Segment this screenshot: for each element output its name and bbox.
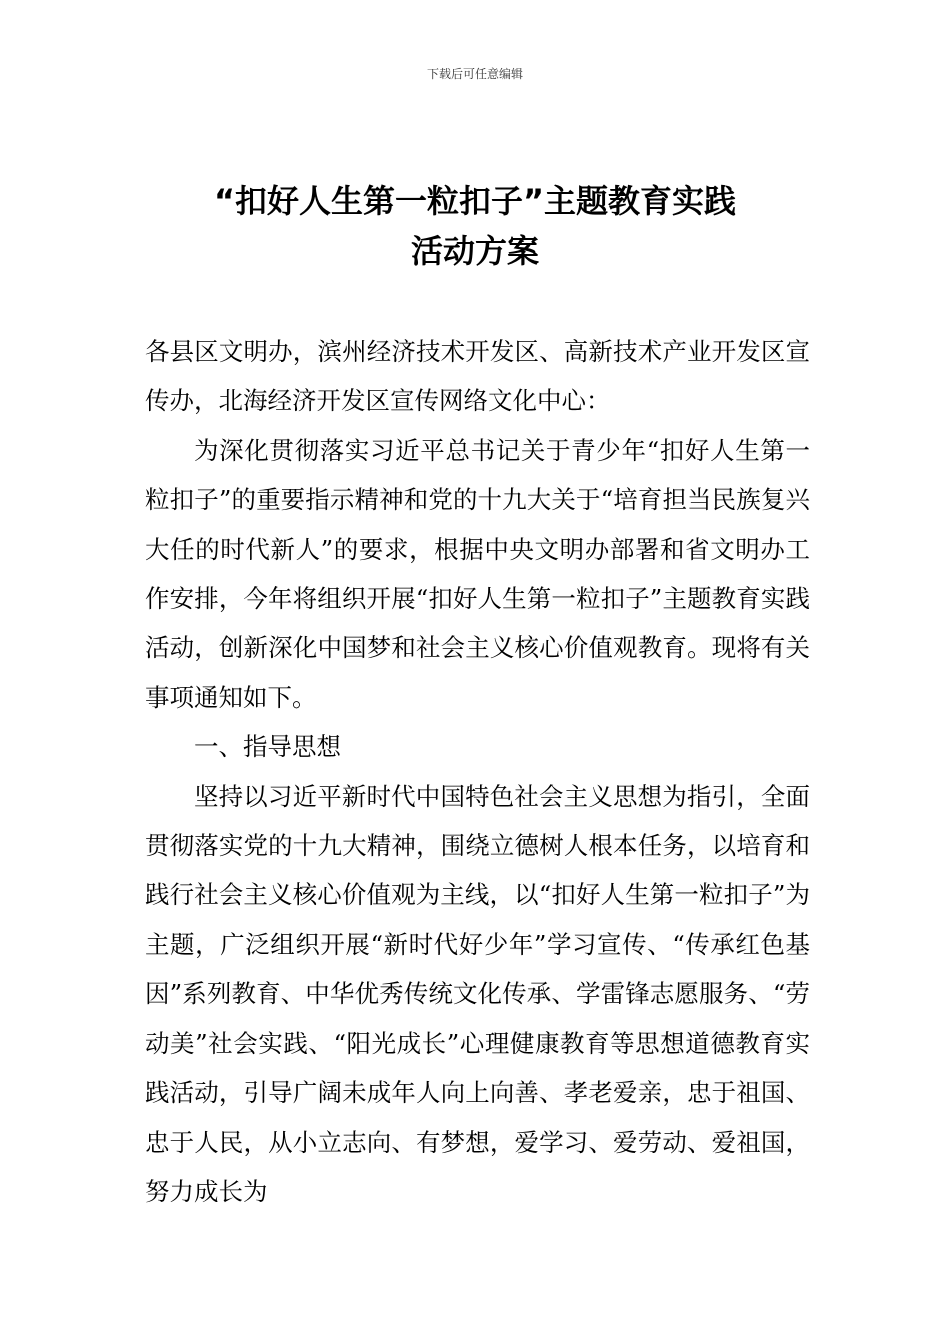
- intro-paragraph: 为深化贯彻落实习近平总书记关于青少年“扣好人生第一粒扣子”的重要指示精神和党的十九大关于“培育担当民族复兴大任的时代新人”的要求，根据中央文明办部署和省文明办工作安排，今年将组织开展“扣好人生第一粒扣子”主题教育实践活动，创新深化中国梦和社会主义核心价值观教育。现将有关事项通知如下。: [145, 435, 810, 712]
- section-body-guiding-ideology: 坚持以习近平新时代中国特色社会主义思想为指引，全面贯彻落实党的十九大精神，围绕立德树人根本任务，以培育和践行社会主义核心价值观为主线，以“扣好人生第一粒扣子”为主题，广泛组织开展“新时代好少年”学习宣传、“传承红色基因”系列教育、中华优秀传统文化传承、学雷锋志愿服务、“劳动美”社会实践、“阳光成长”心理健康教育等思想道德教育实践活动，引导广阔未成年人向上向善、孝老爱亲，忠于祖国、忠于人民，从小立志向、有梦想，爱学习、爱劳动、爱祖国，努力成长为: [145, 781, 810, 1206]
- title-line-1: “扣好人生第一粒扣子”主题教育实践: [213, 182, 737, 220]
- page-header-note: 下载后可任意编辑: [426, 67, 523, 81]
- recipient-line: 各县区文明办，滨州经济技术开发区、高新技术产业开发区宣传办，北海经济开发区宣传网络文化中心：: [145, 337, 810, 416]
- section-heading-guiding-ideology: 一、指导思想: [194, 732, 341, 762]
- document-body: [145, 327, 810, 1216]
- document-title: [100, 176, 850, 276]
- title-line-2: 活动方案: [410, 232, 539, 270]
